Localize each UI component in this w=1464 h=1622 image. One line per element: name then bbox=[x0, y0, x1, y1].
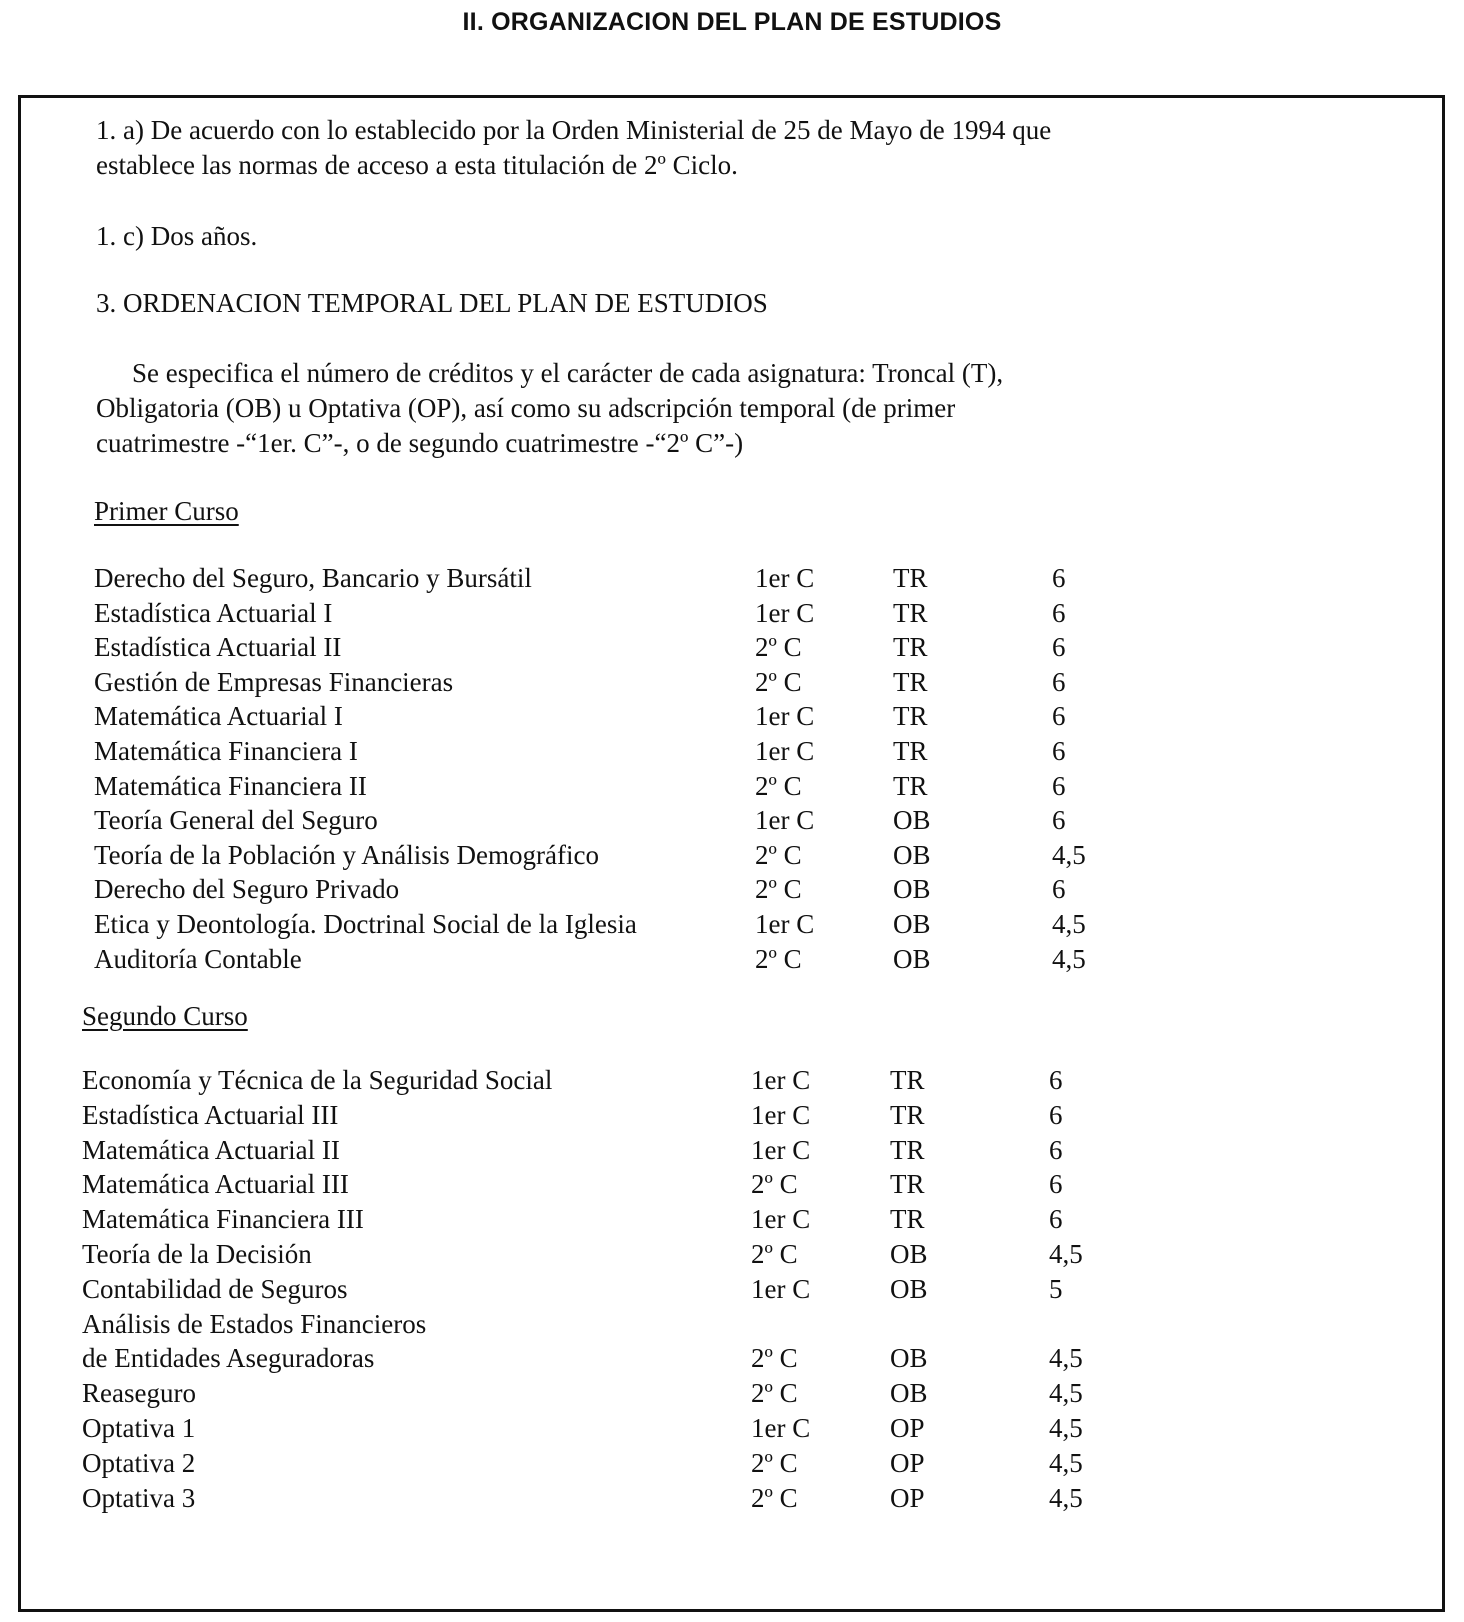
subject-credits: 4,5 bbox=[1052, 839, 1086, 870]
subject-period: 2º C bbox=[755, 632, 802, 663]
table-row bbox=[0, 1306, 1464, 1342]
subject-credits: 4,5 bbox=[1049, 1343, 1083, 1374]
subject-type: OB bbox=[893, 805, 931, 836]
table-row bbox=[0, 1445, 1464, 1481]
subject-type: OB bbox=[893, 839, 931, 870]
subject-credits: 4,5 bbox=[1049, 1239, 1083, 1269]
subject-credits: 6 bbox=[1052, 701, 1066, 732]
subject-credits: 4,5 bbox=[1052, 943, 1086, 974]
subject-type: OB bbox=[893, 909, 931, 939]
subject-name: Estadística Actuarial III bbox=[82, 1099, 339, 1130]
subject-period: 2º C bbox=[751, 1447, 798, 1478]
subject-period: 1er C bbox=[751, 1065, 811, 1095]
subject-type: TR bbox=[893, 632, 928, 663]
subject-period: 2º C bbox=[755, 943, 802, 974]
subject-credits: 4,5 bbox=[1049, 1413, 1083, 1443]
table-row bbox=[0, 1166, 1464, 1202]
subject-period: 2º C bbox=[751, 1343, 798, 1374]
subject-credits: 6 bbox=[1049, 1204, 1063, 1235]
table-row bbox=[0, 871, 1464, 907]
subject-type: OP bbox=[890, 1413, 925, 1443]
subject-period: 1er C bbox=[751, 1273, 811, 1304]
subject-type: TR bbox=[890, 1204, 925, 1235]
subject-name: Derecho del Seguro Privado bbox=[94, 874, 400, 905]
subject-type: TR bbox=[893, 666, 928, 697]
subject-type: OB bbox=[893, 943, 931, 974]
subject-name: Derecho del Seguro, Bancario y Bursátil bbox=[94, 563, 532, 593]
table-row bbox=[0, 595, 1464, 631]
subject-name: Matemática Financiera III bbox=[82, 1204, 364, 1235]
subject-credits: 4,5 bbox=[1049, 1482, 1083, 1513]
subject-name: Optativa 1 bbox=[82, 1413, 196, 1443]
subject-name: Teoría de la Población y Análisis Demográfico bbox=[94, 839, 599, 870]
subject-credits: 6 bbox=[1049, 1065, 1063, 1095]
subject-credits: 6 bbox=[1049, 1099, 1063, 1130]
section-1c: 1. c) Dos años. bbox=[96, 221, 258, 251]
subject-credits: 6 bbox=[1052, 736, 1066, 766]
table-row bbox=[0, 1097, 1464, 1133]
subject-period: 1er C bbox=[755, 563, 815, 593]
subject-period: 1er C bbox=[751, 1134, 811, 1165]
subject-type: OP bbox=[890, 1447, 925, 1478]
subject-type: TR bbox=[893, 597, 928, 628]
subject-credits: 6 bbox=[1052, 770, 1066, 801]
table-row bbox=[0, 1375, 1464, 1411]
subject-name: Economía y Técnica de la Seguridad Social bbox=[82, 1065, 553, 1095]
subject-period: 2º C bbox=[751, 1169, 798, 1200]
section-1a-line-1: 1. a) De acuerdo con lo establecido por la Orden Ministerial de 25 de Mayo de 1994 que bbox=[96, 115, 1052, 145]
subject-name: de Entidades Aseguradoras bbox=[82, 1343, 375, 1374]
subject-credits: 6 bbox=[1052, 805, 1066, 836]
subject-name: Contabilidad de Seguros bbox=[82, 1273, 348, 1304]
subject-name: Gestión de Empresas Financieras bbox=[94, 666, 454, 697]
subject-name: Optativa 2 bbox=[82, 1447, 196, 1478]
subject-type: OB bbox=[890, 1239, 928, 1269]
table-row bbox=[0, 1271, 1464, 1307]
section-3-heading: 3. ORDENACION TEMPORAL DEL PLAN DE ESTUDIOS bbox=[96, 288, 768, 318]
subject-period: 1er C bbox=[751, 1099, 811, 1130]
table-row bbox=[0, 837, 1464, 873]
subject-period: 1er C bbox=[755, 736, 815, 766]
subject-type: OB bbox=[890, 1273, 928, 1304]
subject-credits: 5 bbox=[1049, 1273, 1063, 1304]
subject-name: Matemática Actuarial III bbox=[82, 1169, 349, 1200]
intro-line-2: Obligatoria (OB) u Optativa (OP), así como su adscripción temporal (de primer bbox=[96, 393, 956, 423]
subject-type: TR bbox=[890, 1099, 925, 1130]
subject-type: TR bbox=[893, 563, 928, 593]
subject-period: 2º C bbox=[751, 1378, 798, 1409]
table-row bbox=[0, 1201, 1464, 1237]
table-row bbox=[0, 1132, 1464, 1168]
subject-credits: 6 bbox=[1049, 1134, 1063, 1165]
table-row bbox=[0, 698, 1464, 734]
subject-type: TR bbox=[893, 701, 928, 732]
subject-name: Etica y Deontología. Doctrinal Social de la Iglesia bbox=[94, 909, 637, 939]
subject-type: OB bbox=[890, 1378, 928, 1409]
subject-name: Matemática Financiera I bbox=[94, 736, 358, 766]
subject-period: 1er C bbox=[755, 597, 815, 628]
intro-line-3: cuatrimestre -“1er. C”-, o de segundo cuatrimestre -“2º C”-) bbox=[96, 428, 744, 458]
subject-type: TR bbox=[890, 1134, 925, 1165]
table-row bbox=[0, 1236, 1464, 1272]
subject-name: Auditoría Contable bbox=[94, 943, 302, 974]
table-row bbox=[0, 1340, 1464, 1376]
subject-period: 2º C bbox=[755, 666, 802, 697]
section-1a-line-2: establece las normas de acceso a esta titulación de 2º Ciclo. bbox=[96, 150, 738, 180]
subject-period: 2º C bbox=[755, 770, 802, 801]
subject-period: 1er C bbox=[751, 1204, 811, 1235]
subject-period: 2º C bbox=[751, 1482, 798, 1513]
subject-credits: 4,5 bbox=[1049, 1447, 1083, 1478]
table-row bbox=[0, 941, 1464, 977]
subject-type: TR bbox=[893, 736, 928, 766]
subject-type: TR bbox=[890, 1169, 925, 1200]
intro-line-1: Se especifica el número de créditos y el carácter de cada asignatura: Troncal (T), bbox=[132, 358, 1004, 388]
table-row bbox=[0, 664, 1464, 700]
subject-name: Matemática Actuarial I bbox=[94, 701, 343, 732]
primer-curso-heading: Primer Curso bbox=[94, 496, 239, 526]
subject-type: TR bbox=[890, 1065, 925, 1095]
subject-credits: 4,5 bbox=[1052, 909, 1086, 939]
table-row bbox=[0, 1062, 1464, 1098]
subject-period: 2º C bbox=[751, 1239, 798, 1269]
subject-type: OB bbox=[890, 1343, 928, 1374]
subject-name: Matemática Financiera II bbox=[94, 770, 367, 801]
subject-period: 1er C bbox=[755, 701, 815, 732]
subject-credits: 4,5 bbox=[1049, 1378, 1083, 1409]
table-row bbox=[0, 802, 1464, 838]
subject-period: 2º C bbox=[755, 874, 802, 905]
subject-credits: 6 bbox=[1049, 1169, 1063, 1200]
subject-name: Análisis de Estados Financieros bbox=[82, 1308, 427, 1339]
subject-period: 1er C bbox=[751, 1413, 811, 1443]
subject-name: Teoría de la Decisión bbox=[82, 1239, 312, 1269]
subject-name: Estadística Actuarial II bbox=[94, 632, 342, 663]
table-row bbox=[0, 768, 1464, 804]
subject-credits: 6 bbox=[1052, 597, 1066, 628]
subject-credits: 6 bbox=[1052, 666, 1066, 697]
subject-credits: 6 bbox=[1052, 563, 1066, 593]
table-row bbox=[0, 1480, 1464, 1516]
subject-type: OP bbox=[890, 1482, 925, 1513]
subject-credits: 6 bbox=[1052, 874, 1066, 905]
subject-type: OB bbox=[893, 874, 931, 905]
subject-name: Matemática Actuarial II bbox=[82, 1134, 340, 1165]
subject-credits: 6 bbox=[1052, 632, 1066, 663]
subject-name: Reaseguro bbox=[82, 1378, 196, 1409]
table-row bbox=[0, 906, 1464, 942]
segundo-curso-heading: Segundo Curso bbox=[82, 1001, 248, 1031]
table-row bbox=[0, 1410, 1464, 1446]
table-row bbox=[0, 733, 1464, 769]
table-row bbox=[0, 629, 1464, 665]
subject-period: 1er C bbox=[755, 805, 815, 836]
subject-type: TR bbox=[893, 770, 928, 801]
subject-name: Teoría General del Seguro bbox=[94, 805, 378, 836]
page-title: II. ORGANIZACION DEL PLAN DE ESTUDIOS bbox=[462, 8, 1002, 36]
subject-name: Optativa 3 bbox=[82, 1482, 196, 1513]
table-row bbox=[0, 560, 1464, 596]
subject-period: 1er C bbox=[755, 909, 815, 939]
subject-period: 2º C bbox=[755, 839, 802, 870]
subject-name: Estadística Actuarial I bbox=[94, 597, 333, 628]
